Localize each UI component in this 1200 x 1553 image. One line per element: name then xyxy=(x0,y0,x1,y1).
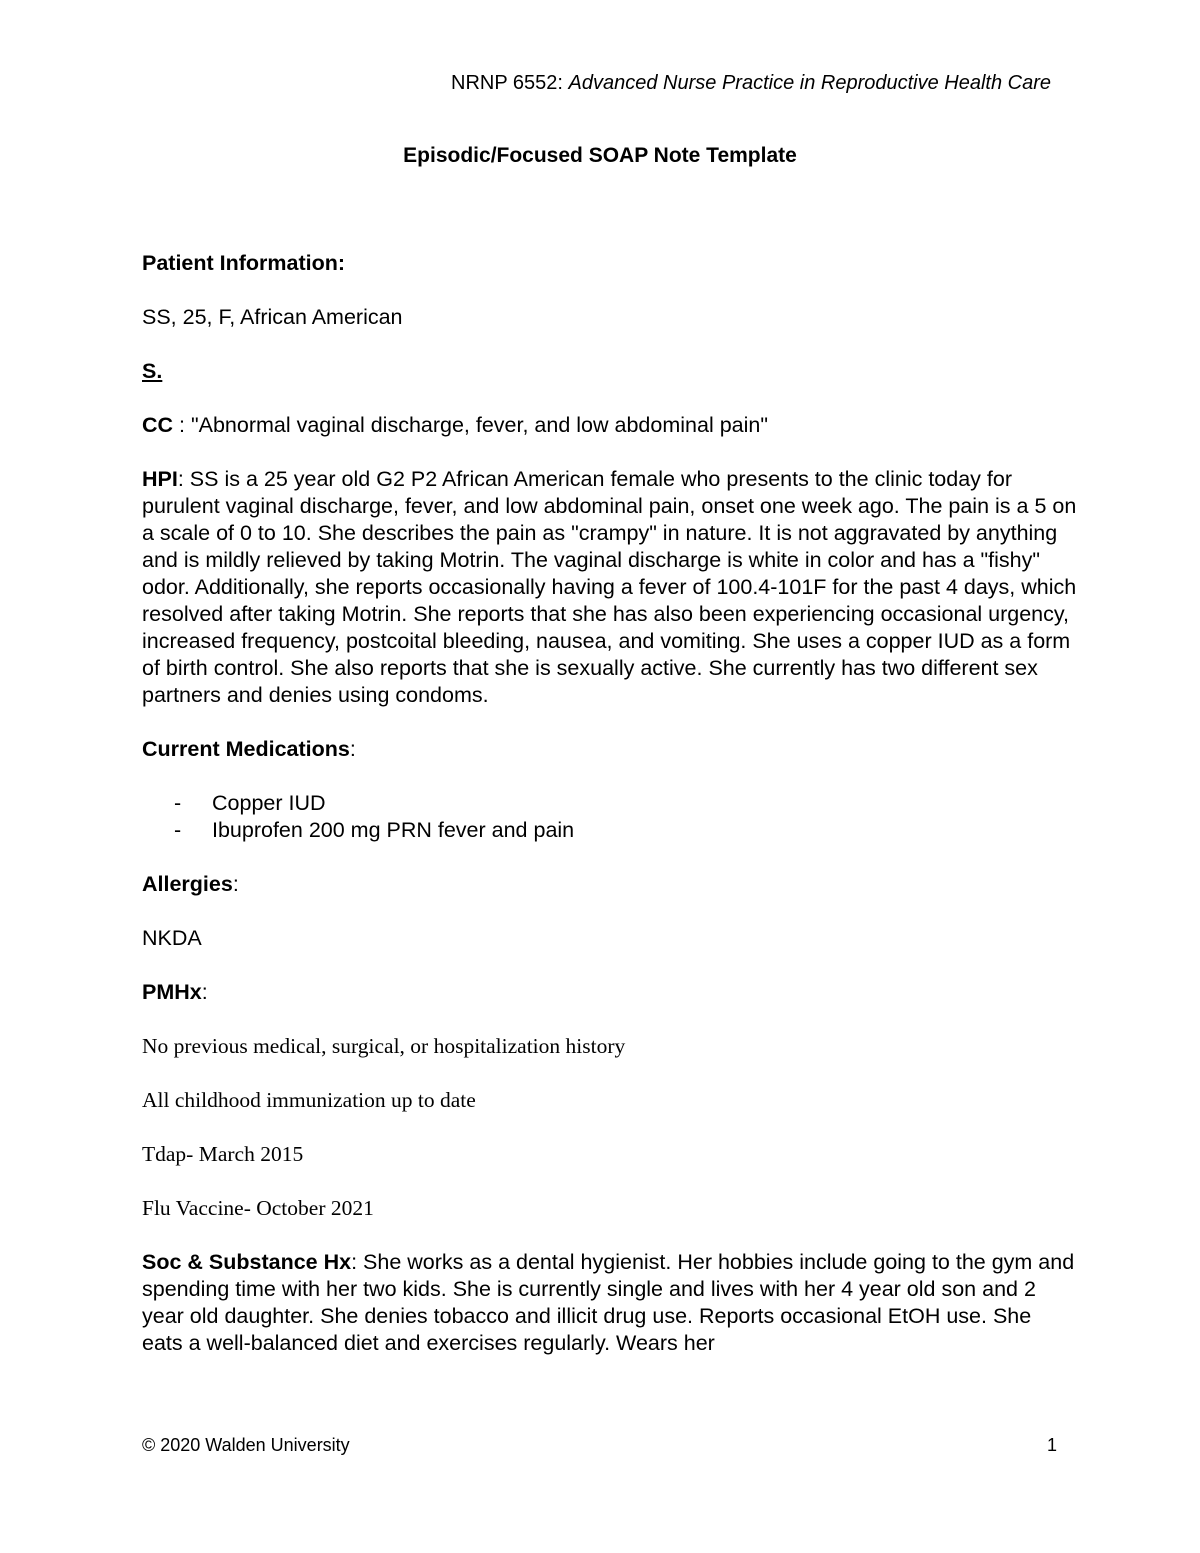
cc-text: : "Abnormal vaginal discharge, fever, and low abdominal pain" xyxy=(173,413,768,437)
pmhx-line: Tdap- March 2015 xyxy=(142,1142,304,1166)
pmhx-line: All childhood immunization up to date xyxy=(142,1088,476,1112)
chief-complaint xyxy=(142,412,1077,439)
cc-label: CC xyxy=(142,413,174,437)
pmhx-line: Flu Vaccine- October 2021 xyxy=(142,1196,374,1220)
current-medications-label: Current Medications xyxy=(142,737,350,761)
allergies-label: Allergies xyxy=(142,872,233,896)
allergies-heading xyxy=(142,871,1077,898)
patient-information-value: SS, 25, F, African American xyxy=(142,305,403,329)
soc-substance-paragraph xyxy=(142,1249,1077,1357)
pmhx-suffix: : xyxy=(201,980,208,1004)
list-item xyxy=(142,790,1077,817)
course-header xyxy=(451,70,1051,96)
pmhx-line: No previous medical, surgical, or hospitalization history xyxy=(142,1034,626,1058)
subjective-heading: S. xyxy=(142,359,163,383)
soc-substance-text: : She works as a dental hygienist. Her hobbies include going to the gym and spending time with her two kids. She is currently single and lives with her 4 year old son and 2 year old daughter. She denies tobacco and illicit drug use. Reports occasional EtOH use. She eats a well-balanced diet and exercises regularly. Wears her xyxy=(142,1250,1075,1355)
soc-substance-label: Soc & Substance Hx xyxy=(142,1250,352,1274)
current-medications-heading xyxy=(142,736,1077,763)
course-title: Advanced Nurse Practice in Reproductive Health Care xyxy=(568,72,1051,94)
dash-bullet-icon: - xyxy=(174,818,182,842)
pmhx-label: PMHx xyxy=(142,980,202,1004)
list-item xyxy=(142,817,1077,844)
pmhx-heading xyxy=(142,979,1077,1006)
medication-item: Copper IUD xyxy=(212,791,326,815)
medication-item: Ibuprofen 200 mg PRN fever and pain xyxy=(212,818,575,842)
allergies-value: NKDA xyxy=(142,926,202,950)
hpi-paragraph xyxy=(142,466,1077,709)
note-body xyxy=(142,250,1077,1357)
document-title: Episodic/Focused SOAP Note Template xyxy=(403,144,797,167)
hpi-text: : SS is a 25 year old G2 P2 African American female who presents to the clinic today for purulent vaginal discharge, fever, and low abdominal pain, onset one week ago. The pain is a 5 on a scale of 0 to 10. She describes the pain as "crampy" in nature. It is not aggravated by anything and is mildly relieved by taking Motrin. The vaginal discharge is white in color and has a "fishy" odor. Additionally, she reports occasionally having a fever of 100.4-101F for the past 4 days, which resolved after taking Motrin. She reports that she has also been experiencing occasional urgency, increased frequency, postcoital bleeding, nausea, and vomiting. She uses a copper IUD as a form of birth control. She also reports that she is sexually active. She currently has two different sex partners and denies using condoms. xyxy=(142,467,1077,707)
patient-information-heading: Patient Information: xyxy=(142,251,346,275)
dash-bullet-icon: - xyxy=(174,791,182,815)
footer-copyright: © 2020 Walden University xyxy=(142,1435,350,1455)
allergies-suffix: : xyxy=(232,872,239,896)
hpi-label: HPI xyxy=(142,467,178,491)
course-code: NRNP 6552: xyxy=(451,72,569,94)
medication-list xyxy=(142,790,1077,844)
current-medications-suffix: : xyxy=(349,737,356,761)
page-number: 1 xyxy=(1046,1435,1057,1455)
